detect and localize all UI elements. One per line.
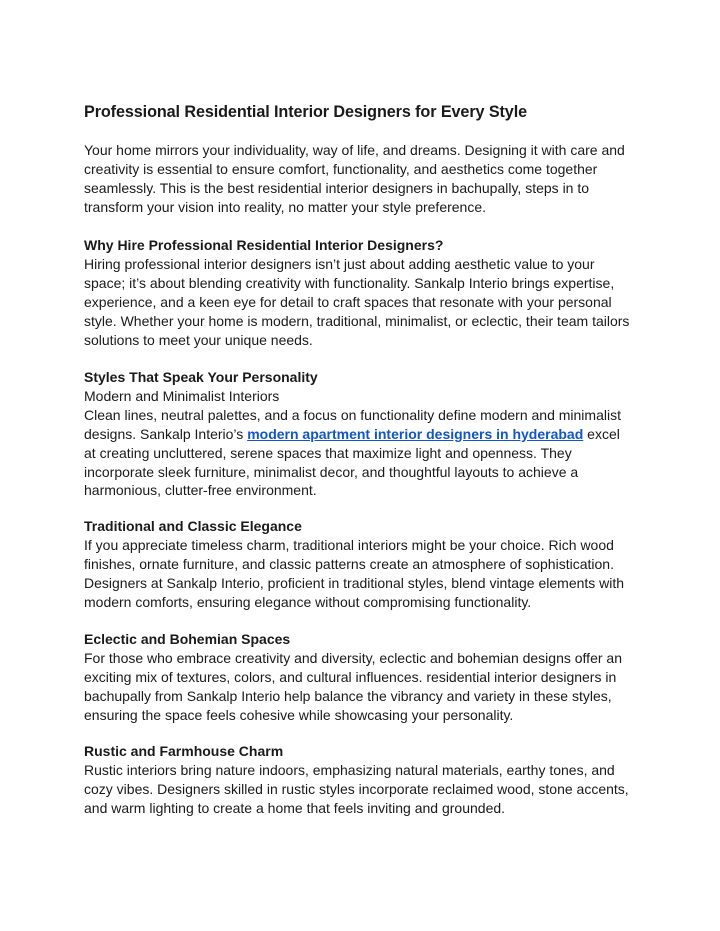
rustic-line: and warm lighting to create a home that feels inviting and grounded. xyxy=(84,799,506,816)
styles-line-with-link xyxy=(84,425,621,444)
styles-line-text: designs. Sankalp Interio’s xyxy=(84,425,248,442)
intro-line: creativity is essential to ensure comfort, functionality, and aesthetics come together xyxy=(84,160,598,177)
eclectic-section xyxy=(84,630,622,725)
rustic-section xyxy=(84,742,629,818)
modern-apartment-designers-link[interactable]: modern apartment interior designers in hyderabad xyxy=(247,425,584,442)
traditional-section xyxy=(84,517,624,612)
traditional-heading: Traditional and Classic Elegance xyxy=(84,518,302,534)
eclectic-heading: Eclectic and Bohemian Spaces xyxy=(84,631,291,647)
intro-line: transform your vision into reality, no matter your style preference. xyxy=(84,198,487,215)
styles-section xyxy=(84,368,621,500)
why-hire-line: space; it’s about blending creativity with functionality. Sankalp Interio brings expertise, xyxy=(84,274,615,291)
styles-heading: Styles That Speak Your Personality xyxy=(84,369,318,385)
document-title: Professional Residential Interior Designers for Every Style xyxy=(84,103,528,121)
traditional-line: finishes, ornate furniture, and classic patterns create an atmosphere of sophistication. xyxy=(84,555,614,572)
intro-line: Your home mirrors your individuality, way of life, and dreams. Designing it with care and xyxy=(84,142,625,158)
why-hire-line: experience, and a keen eye for detail to craft spaces that resonate with your personal xyxy=(84,293,612,310)
intro-line: seamlessly. This is the best residential interior designers in bachupally, steps in to xyxy=(84,179,590,196)
rustic-heading: Rustic and Farmhouse Charm xyxy=(84,743,284,759)
eclectic-line: ensuring the space feels cohesive while showcasing your personality. xyxy=(84,706,514,723)
styles-line: harmonious, clutter-free environment. xyxy=(84,482,317,499)
modern-minimalist-subheading: Modern and Minimalist Interiors xyxy=(84,387,280,404)
traditional-line: If you appreciate timeless charm, traditional interiors might be your choice. Rich wood xyxy=(84,536,614,553)
why-hire-section xyxy=(84,236,629,349)
eclectic-line: For those who embrace creativity and diversity, eclectic and bohemian designs offer an xyxy=(84,649,622,666)
traditional-line: Designers at Sankalp Interio, proficient in traditional styles, blend vintage elements with xyxy=(84,574,625,591)
why-hire-line: Hiring professional interior designers isn’t just about adding aesthetic value to your xyxy=(84,255,595,272)
styles-line: incorporate sleek furniture, minimalist decor, and thoughtful layouts to achieve a xyxy=(84,463,579,480)
eclectic-line: bachupally from Sankalp Interio help balance the vibrancy and variety in these styles, xyxy=(84,687,612,704)
why-hire-line: style. Whether your home is modern, traditional, minimalist, or eclectic, their team tailors xyxy=(84,312,630,329)
styles-line: Clean lines, neutral palettes, and a focus on functionality define modern and minimalist xyxy=(84,406,621,423)
styles-line-text: excel xyxy=(583,425,620,442)
why-hire-heading: Why Hire Professional Residential Interior Designers? xyxy=(84,237,444,253)
styles-line: at creating uncluttered, serene spaces that maximize light and openness. They xyxy=(84,444,572,461)
intro-paragraph xyxy=(84,141,625,217)
why-hire-line: solutions to meet your unique needs. xyxy=(84,331,313,348)
traditional-line: modern comforts, ensuring elegance without compromising functionality. xyxy=(84,593,532,610)
rustic-line: cozy vibes. Designers skilled in rustic styles incorporate reclaimed wood, stone accents, xyxy=(84,780,629,797)
rustic-line: Rustic interiors bring nature indoors, emphasizing natural materials, earthy tones, and xyxy=(84,761,615,778)
eclectic-line: exciting mix of textures, colors, and cultural influences. residential interior designers in xyxy=(84,668,617,685)
